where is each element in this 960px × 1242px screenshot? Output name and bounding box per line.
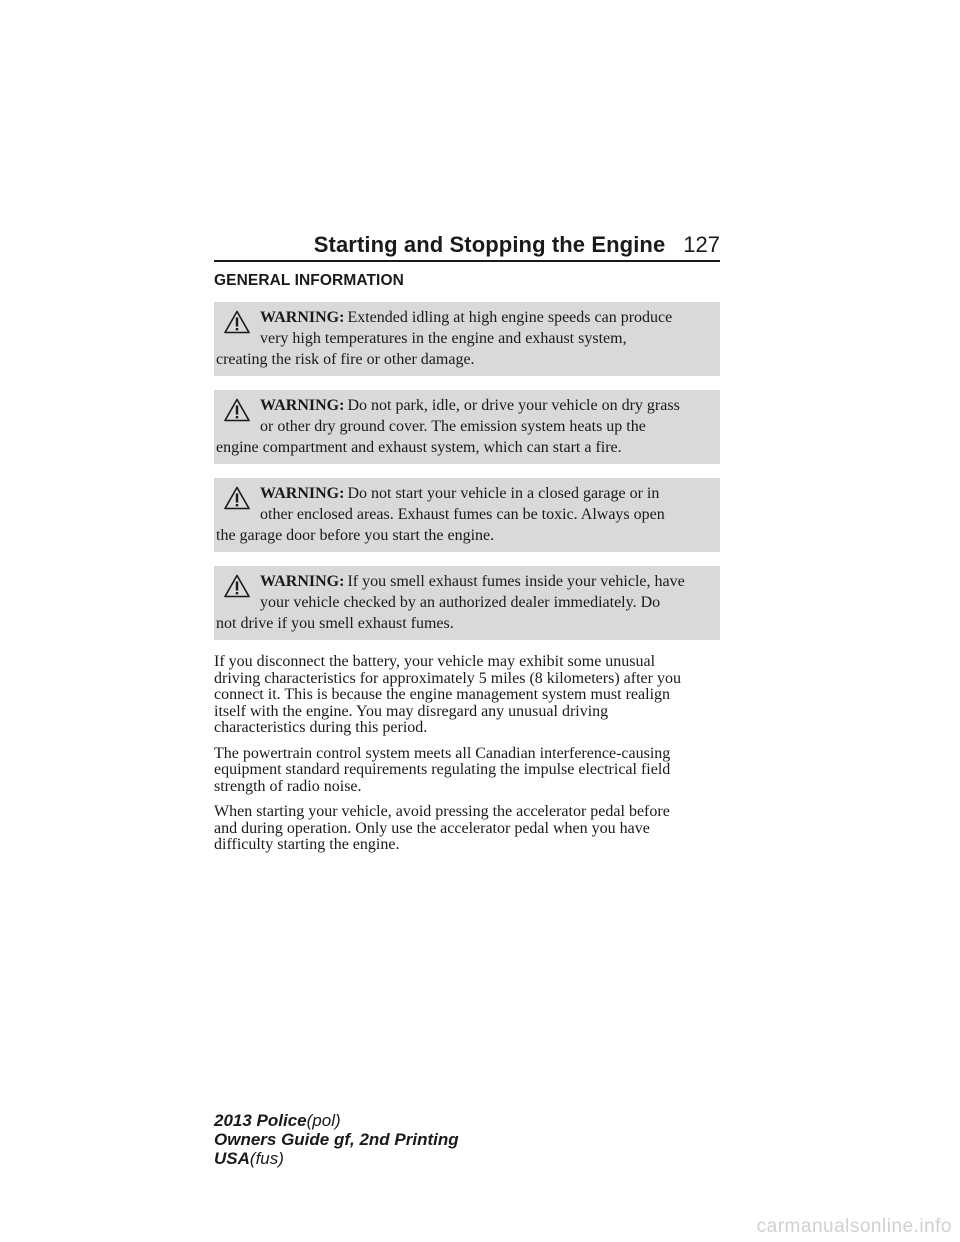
warning-box (214, 302, 720, 376)
warning-line (214, 483, 712, 504)
footer-market: USA (214, 1149, 250, 1168)
text-line: When starting your vehicle, avoid pressing the accelerator pedal before (214, 803, 670, 820)
text-line: The powertrain control system meets all Canadian interference-causing (214, 744, 671, 762)
warning-line: other enclosed areas. Exhaust fumes can be toxic. Always open (260, 506, 665, 523)
footer-code: (pol) (306, 1111, 341, 1130)
print-footer (214, 1111, 459, 1168)
warning-line (214, 307, 712, 328)
warning-label: WARNING: (260, 309, 345, 326)
warning-line: or other dry ground cover. The emission system heats up the (260, 418, 646, 435)
warning-box (214, 566, 720, 640)
warning-triangle-icon (224, 486, 250, 510)
section-heading: GENERAL INFORMATION (214, 272, 404, 289)
text-line: connect it. This is because the engine management system must realign (214, 686, 671, 703)
warning-text: Extended idling at high engine speeds can produce (347, 309, 673, 326)
footer-line (214, 1111, 459, 1130)
warning-box (214, 478, 720, 552)
warning-line: not drive if you smell exhaust fumes. (216, 615, 454, 632)
warning-line: engine compartment and exhaust system, which can start a fire. (216, 439, 622, 456)
page-header (214, 228, 720, 262)
warning-triangle-icon (224, 574, 250, 598)
chapter-title: Starting and Stopping the Engine (313, 232, 666, 257)
footer-line (214, 1130, 459, 1149)
text-line: equipment standard requirements regulating the impulse electrical field (214, 761, 671, 778)
text-line: driving characteristics for approximately 5 miles (8 kilometers) after you (214, 669, 681, 687)
body-paragraph (214, 746, 720, 796)
warning-text: Do not park, idle, or drive your vehicle on dry grass (347, 397, 680, 414)
warning-line (214, 395, 712, 416)
warning-label: WARNING: (260, 485, 345, 502)
watermark: carmanualsonline.info (756, 1216, 952, 1237)
warning-line (214, 571, 712, 592)
footer-market-code: (fus) (249, 1149, 284, 1168)
warning-line: very high temperatures in the engine and exhaust system, (260, 330, 627, 347)
warning-box (214, 390, 720, 464)
text-line: strength of radio noise. (214, 777, 362, 795)
warning-line: the garage door before you start the engine. (216, 527, 495, 544)
warning-text: Do not start your vehicle in a closed garage or in (347, 485, 660, 502)
text-line: If you disconnect the battery, your vehicle may exhibit some unusual (214, 653, 656, 670)
body-paragraph (214, 804, 720, 854)
footer-line (214, 1149, 459, 1168)
page-content (214, 268, 720, 863)
warning-triangle-icon (224, 310, 250, 334)
warning-label: WARNING: (260, 397, 345, 414)
text-line: characteristics during this period. (214, 719, 428, 736)
footer-model: 2013 Police (214, 1111, 307, 1130)
body-paragraph (214, 654, 720, 737)
warning-triangle-icon (224, 398, 250, 422)
warning-line: your vehicle checked by an authorized dealer immediately. Do (260, 594, 661, 611)
text-line: difficulty starting the engine. (214, 836, 400, 853)
page-number: 127 (683, 232, 720, 257)
warning-label: WARNING: (260, 573, 345, 590)
footer-edition: Owners Guide gf, 2nd Printing (214, 1130, 459, 1149)
warning-text: If you smell exhaust fumes inside your vehicle, have (347, 573, 685, 590)
text-line: and during operation. Only use the accelerator pedal when you have (214, 819, 650, 837)
warning-line: creating the risk of fire or other damage. (216, 351, 475, 368)
text-line: itself with the engine. You may disregard any unusual driving (214, 702, 609, 720)
